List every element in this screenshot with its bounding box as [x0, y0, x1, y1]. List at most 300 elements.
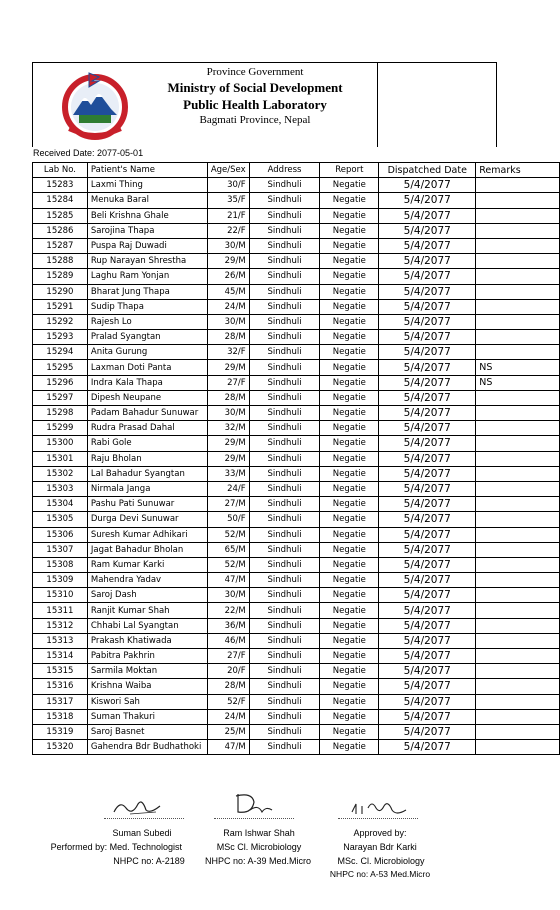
- cell-age-sex: 29/M: [207, 254, 249, 269]
- cell-dispatched-date: 5/4/2077: [379, 740, 476, 755]
- cell-patient-name: Prakash Khatiwada: [87, 633, 207, 648]
- cell-address: Sindhuli: [249, 436, 320, 451]
- cell-lab-no: 15318: [33, 709, 88, 724]
- signature-line-3: [338, 818, 418, 819]
- cell-remarks: [476, 208, 560, 223]
- cell-address: Sindhuli: [249, 314, 320, 329]
- cell-patient-name: Pralad Syangtan: [87, 330, 207, 345]
- cell-report: Negatie: [320, 269, 379, 284]
- cell-patient-name: Mahendra Yadav: [87, 573, 207, 588]
- cell-patient-name: Rudra Prasad Dahal: [87, 421, 207, 436]
- signer-2-reg: NHPC no: A-39 Med.Micro: [204, 856, 312, 866]
- cell-address: Sindhuli: [249, 406, 320, 421]
- cell-lab-no: 15314: [33, 649, 88, 664]
- cell-address: Sindhuli: [249, 345, 320, 360]
- cell-patient-name: Menuka Baral: [87, 193, 207, 208]
- cell-patient-name: Jagat Bahadur Bholan: [87, 542, 207, 557]
- cell-report: Negatie: [320, 238, 379, 253]
- cell-age-sex: 65/M: [207, 542, 249, 557]
- table-row: [33, 345, 560, 360]
- cell-report: Negatie: [320, 664, 379, 679]
- table-row: [33, 421, 560, 436]
- cell-patient-name: Bharat Jung Thapa: [87, 284, 207, 299]
- cell-lab-no: 15313: [33, 633, 88, 648]
- cell-patient-name: Pabitra Pakhrin: [87, 649, 207, 664]
- cell-dispatched-date: 5/4/2077: [379, 649, 476, 664]
- cell-dispatched-date: 5/4/2077: [379, 254, 476, 269]
- cell-report: Negatie: [320, 603, 379, 618]
- cell-dispatched-date: 5/4/2077: [379, 436, 476, 451]
- cell-remarks: [476, 254, 560, 269]
- cell-report: Negatie: [320, 254, 379, 269]
- signer-3-reg: NHPC no: A-53 Med.Micro: [329, 869, 431, 879]
- cell-lab-no: 15308: [33, 557, 88, 572]
- header-line-3: Public Health Laboratory: [183, 97, 327, 112]
- cell-dispatched-date: 5/4/2077: [379, 299, 476, 314]
- cell-address: Sindhuli: [249, 481, 320, 496]
- cell-dispatched-date: 5/4/2077: [379, 421, 476, 436]
- signature-line-2: [214, 818, 294, 819]
- cell-lab-no: 15317: [33, 694, 88, 709]
- cell-lab-no: 15306: [33, 527, 88, 542]
- cell-report: Negatie: [320, 223, 379, 238]
- cell-address: Sindhuli: [249, 451, 320, 466]
- signature-3-icon: [348, 798, 412, 818]
- cell-report: Negatie: [320, 421, 379, 436]
- cell-age-sex: 33/M: [207, 466, 249, 481]
- cell-dispatched-date: 5/4/2077: [379, 238, 476, 253]
- table-row: [33, 573, 560, 588]
- cell-age-sex: 27/M: [207, 497, 249, 512]
- cell-age-sex: 25/M: [207, 724, 249, 739]
- cell-report: Negatie: [320, 436, 379, 451]
- cell-lab-no: 15305: [33, 512, 88, 527]
- cell-dispatched-date: 5/4/2077: [379, 527, 476, 542]
- cell-patient-name: Suresh Kumar Adhikari: [87, 527, 207, 542]
- cell-age-sex: 26/M: [207, 269, 249, 284]
- cell-remarks: [476, 557, 560, 572]
- cell-patient-name: Dipesh Neupane: [87, 390, 207, 405]
- cell-report: Negatie: [320, 497, 379, 512]
- signer-1-name-wrap: Suman Subedi: [112, 828, 172, 838]
- cell-age-sex: 24/M: [207, 709, 249, 724]
- cell-lab-no: 15301: [33, 451, 88, 466]
- cell-report: Negatie: [320, 284, 379, 299]
- table-row: [33, 451, 560, 466]
- cell-patient-name: Pashu Pati Sunuwar: [87, 497, 207, 512]
- cell-lab-no: 15291: [33, 299, 88, 314]
- table-row: [33, 375, 560, 390]
- cell-lab-no: 15293: [33, 330, 88, 345]
- table-row: [33, 330, 560, 345]
- cell-age-sex: 52/F: [207, 694, 249, 709]
- cell-dispatched-date: 5/4/2077: [379, 330, 476, 345]
- table-row: [33, 709, 560, 724]
- cell-report: Negatie: [320, 451, 379, 466]
- cell-report: Negatie: [320, 694, 379, 709]
- cell-dispatched-date: 5/4/2077: [379, 360, 476, 375]
- cell-address: Sindhuli: [249, 375, 320, 390]
- table-row: [33, 603, 560, 618]
- cell-lab-no: 15283: [33, 178, 88, 193]
- cell-remarks: [476, 299, 560, 314]
- cell-lab-no: 15300: [33, 436, 88, 451]
- cell-address: Sindhuli: [249, 254, 320, 269]
- cell-patient-name: Raju Bholan: [87, 451, 207, 466]
- header-col-patient-name: Patient's Name: [87, 163, 207, 178]
- cell-lab-no: 15310: [33, 588, 88, 603]
- cell-address: Sindhuli: [249, 649, 320, 664]
- cell-dispatched-date: 5/4/2077: [379, 497, 476, 512]
- cell-lab-no: 15304: [33, 497, 88, 512]
- cell-report: Negatie: [320, 649, 379, 664]
- cell-age-sex: 24/M: [207, 299, 249, 314]
- cell-patient-name: Laxman Doti Panta: [87, 360, 207, 375]
- table-header-row: [33, 163, 560, 178]
- cell-dispatched-date: 5/4/2077: [379, 512, 476, 527]
- cell-address: Sindhuli: [249, 466, 320, 481]
- cell-report: Negatie: [320, 527, 379, 542]
- cell-lab-no: 15319: [33, 724, 88, 739]
- cell-lab-no: 15302: [33, 466, 88, 481]
- table-row: [33, 481, 560, 496]
- header-col-dispatched-date: Dispatched Date: [379, 163, 476, 178]
- cell-report: Negatie: [320, 406, 379, 421]
- cell-age-sex: 29/M: [207, 360, 249, 375]
- signer-2-name: Ram Ishwar Shah: [223, 828, 295, 838]
- cell-age-sex: 52/M: [207, 527, 249, 542]
- cell-lab-no: 15294: [33, 345, 88, 360]
- cell-age-sex: 20/F: [207, 664, 249, 679]
- cell-age-sex: 30/F: [207, 178, 249, 193]
- table-row: [33, 269, 560, 284]
- cell-dispatched-date: 5/4/2077: [379, 481, 476, 496]
- cell-patient-name: Anita Gurung: [87, 345, 207, 360]
- cell-dispatched-date: 5/4/2077: [379, 694, 476, 709]
- table-body: [33, 178, 560, 755]
- cell-report: Negatie: [320, 633, 379, 648]
- table-row: [33, 542, 560, 557]
- cell-address: Sindhuli: [249, 193, 320, 208]
- cell-address: Sindhuli: [249, 557, 320, 572]
- cell-lab-no: 15298: [33, 406, 88, 421]
- cell-report: Negatie: [320, 178, 379, 193]
- cell-dispatched-date: 5/4/2077: [379, 390, 476, 405]
- cell-lab-no: 15311: [33, 603, 88, 618]
- cell-report: Negatie: [320, 193, 379, 208]
- cell-age-sex: 46/M: [207, 633, 249, 648]
- report-header: [32, 62, 378, 147]
- cell-remarks: [476, 694, 560, 709]
- cell-report: Negatie: [320, 512, 379, 527]
- cell-remarks: [476, 390, 560, 405]
- cell-address: Sindhuli: [249, 390, 320, 405]
- cell-dispatched-date: 5/4/2077: [379, 406, 476, 421]
- cell-lab-no: 15289: [33, 269, 88, 284]
- cell-dispatched-date: 5/4/2077: [379, 709, 476, 724]
- cell-dispatched-date: 5/4/2077: [379, 664, 476, 679]
- cell-remarks: [476, 223, 560, 238]
- table-row: [33, 740, 560, 755]
- table-row: [33, 527, 560, 542]
- cell-remarks: [476, 466, 560, 481]
- cell-patient-name: Beli Krishna Ghale: [87, 208, 207, 223]
- cell-remarks: [476, 481, 560, 496]
- cell-lab-no: 15309: [33, 573, 88, 588]
- cell-patient-name: Laxmi Thing: [87, 178, 207, 193]
- table-row: [33, 360, 560, 375]
- cell-patient-name: Gahendra Bdr Budhathoki: [87, 740, 207, 755]
- cell-lab-no: 15312: [33, 618, 88, 633]
- cell-report: Negatie: [320, 375, 379, 390]
- header-col-age-sex: Age/Sex: [207, 163, 249, 178]
- cell-age-sex: 24/F: [207, 481, 249, 496]
- cell-patient-name: Rup Narayan Shrestha: [87, 254, 207, 269]
- cell-age-sex: 32/F: [207, 345, 249, 360]
- cell-patient-name: Indra Kala Thapa: [87, 375, 207, 390]
- cell-address: Sindhuli: [249, 740, 320, 755]
- cell-remarks: [476, 679, 560, 694]
- signer-2-role: MSc Cl. Microbiology: [216, 842, 302, 852]
- cell-dispatched-date: 5/4/2077: [379, 375, 476, 390]
- cell-remarks: [476, 573, 560, 588]
- cell-lab-no: 15292: [33, 314, 88, 329]
- table-row: [33, 208, 560, 223]
- cell-remarks: [476, 497, 560, 512]
- table-row: [33, 679, 560, 694]
- signer-1-reg: NHPC no: A-2189: [113, 856, 185, 866]
- cell-remarks: [476, 406, 560, 421]
- cell-report: Negatie: [320, 709, 379, 724]
- cell-dispatched-date: 5/4/2077: [379, 284, 476, 299]
- cell-lab-no: 15286: [33, 223, 88, 238]
- cell-lab-no: 15290: [33, 284, 88, 299]
- cell-address: Sindhuli: [249, 679, 320, 694]
- cell-remarks: NS: [476, 360, 560, 375]
- cell-report: Negatie: [320, 618, 379, 633]
- cell-address: Sindhuli: [249, 421, 320, 436]
- cell-dispatched-date: 5/4/2077: [379, 588, 476, 603]
- cell-age-sex: 35/F: [207, 193, 249, 208]
- cell-report: Negatie: [320, 481, 379, 496]
- cell-remarks: [476, 527, 560, 542]
- cell-address: Sindhuli: [249, 633, 320, 648]
- cell-report: Negatie: [320, 314, 379, 329]
- header-line-4: Bagmati Province, Nepal: [199, 114, 311, 126]
- cell-report: Negatie: [320, 390, 379, 405]
- header-line-1: Province Government: [206, 66, 304, 78]
- cell-remarks: [476, 618, 560, 633]
- table-row: [33, 193, 560, 208]
- cell-age-sex: 52/M: [207, 557, 249, 572]
- header-text: [143, 65, 367, 128]
- table-row: [33, 649, 560, 664]
- cell-patient-name: Chhabi Lal Syangtan: [87, 618, 207, 633]
- cell-report: Negatie: [320, 330, 379, 345]
- cell-age-sex: 29/M: [207, 436, 249, 451]
- cell-dispatched-date: 5/4/2077: [379, 314, 476, 329]
- cell-patient-name: Sarojina Thapa: [87, 223, 207, 238]
- cell-age-sex: 27/F: [207, 649, 249, 664]
- cell-report: Negatie: [320, 588, 379, 603]
- cell-patient-name: Saroj Basnet: [87, 724, 207, 739]
- table-row: [33, 390, 560, 405]
- cell-age-sex: 30/M: [207, 406, 249, 421]
- cell-remarks: [476, 330, 560, 345]
- cell-patient-name: Durga Devi Sunuwar: [87, 512, 207, 527]
- table-row: [33, 664, 560, 679]
- cell-patient-name: Ram Kumar Karki: [87, 557, 207, 572]
- cell-report: Negatie: [320, 557, 379, 572]
- cell-address: Sindhuli: [249, 724, 320, 739]
- cell-remarks: [476, 603, 560, 618]
- cell-address: Sindhuli: [249, 223, 320, 238]
- cell-age-sex: 30/M: [207, 314, 249, 329]
- cell-address: Sindhuli: [249, 618, 320, 633]
- cell-report: Negatie: [320, 542, 379, 557]
- cell-remarks: [476, 649, 560, 664]
- cell-age-sex: 36/M: [207, 618, 249, 633]
- cell-dispatched-date: 5/4/2077: [379, 603, 476, 618]
- cell-dispatched-date: 5/4/2077: [379, 269, 476, 284]
- table-row: [33, 497, 560, 512]
- cell-dispatched-date: 5/4/2077: [379, 573, 476, 588]
- cell-address: Sindhuli: [249, 330, 320, 345]
- cell-address: Sindhuli: [249, 284, 320, 299]
- header-border-extension: [376, 62, 497, 147]
- table-row: [33, 724, 560, 739]
- cell-remarks: [476, 724, 560, 739]
- cell-remarks: [476, 740, 560, 755]
- cell-report: Negatie: [320, 573, 379, 588]
- cell-remarks: NS: [476, 375, 560, 390]
- header-col-report: Report: [320, 163, 379, 178]
- table-row: [33, 178, 560, 193]
- nepal-emblem-icon: [59, 69, 131, 141]
- cell-remarks: [476, 512, 560, 527]
- cell-dispatched-date: 5/4/2077: [379, 223, 476, 238]
- cell-address: Sindhuli: [249, 512, 320, 527]
- cell-age-sex: 21/F: [207, 208, 249, 223]
- cell-address: Sindhuli: [249, 664, 320, 679]
- cell-remarks: [476, 284, 560, 299]
- header-line-2: Ministry of Social Development: [167, 80, 343, 95]
- results-table: [32, 162, 560, 755]
- cell-patient-name: Sarmila Moktan: [87, 664, 207, 679]
- cell-remarks: [476, 238, 560, 253]
- cell-age-sex: 45/M: [207, 284, 249, 299]
- cell-report: Negatie: [320, 740, 379, 755]
- signer-1-role: Performed by: Med. Technologist: [50, 842, 182, 852]
- table-row: [33, 588, 560, 603]
- cell-age-sex: 47/M: [207, 573, 249, 588]
- cell-age-sex: 28/M: [207, 390, 249, 405]
- cell-lab-no: 15296: [33, 375, 88, 390]
- cell-dispatched-date: 5/4/2077: [379, 679, 476, 694]
- cell-address: Sindhuli: [249, 542, 320, 557]
- cell-address: Sindhuli: [249, 527, 320, 542]
- cell-lab-no: 15285: [33, 208, 88, 223]
- cell-remarks: [476, 269, 560, 284]
- cell-age-sex: 50/F: [207, 512, 249, 527]
- table-row: [33, 694, 560, 709]
- cell-remarks: [476, 664, 560, 679]
- signer-3-role: MSc. Cl. Microbiology: [337, 856, 425, 866]
- signer-3-name: Narayan Bdr Karki: [343, 842, 417, 852]
- cell-dispatched-date: 5/4/2077: [379, 193, 476, 208]
- cell-address: Sindhuli: [249, 269, 320, 284]
- table-row: [33, 466, 560, 481]
- table-row: [33, 223, 560, 238]
- cell-patient-name: Puspa Raj Duwadi: [87, 238, 207, 253]
- cell-address: Sindhuli: [249, 603, 320, 618]
- cell-patient-name: Lal Bahadur Syangtan: [87, 466, 207, 481]
- cell-report: Negatie: [320, 360, 379, 375]
- cell-lab-no: 15315: [33, 664, 88, 679]
- cell-remarks: [476, 436, 560, 451]
- cell-lab-no: 15295: [33, 360, 88, 375]
- cell-remarks: [476, 542, 560, 557]
- cell-patient-name: Kiswori Sah: [87, 694, 207, 709]
- table-row: [33, 512, 560, 527]
- cell-address: Sindhuli: [249, 694, 320, 709]
- signature-1-icon: [110, 796, 170, 818]
- cell-dispatched-date: 5/4/2077: [379, 208, 476, 223]
- cell-address: Sindhuli: [249, 238, 320, 253]
- cell-patient-name: Ranjit Kumar Shah: [87, 603, 207, 618]
- cell-patient-name: Rabi Gole: [87, 436, 207, 451]
- cell-address: Sindhuli: [249, 208, 320, 223]
- cell-address: Sindhuli: [249, 360, 320, 375]
- cell-lab-no: 15297: [33, 390, 88, 405]
- signer-3-approved: Approved by:: [353, 828, 407, 838]
- cell-report: Negatie: [320, 724, 379, 739]
- cell-patient-name: Laghu Ram Yonjan: [87, 269, 207, 284]
- cell-age-sex: 47/M: [207, 740, 249, 755]
- table-row: [33, 238, 560, 253]
- cell-age-sex: 29/M: [207, 451, 249, 466]
- cell-report: Negatie: [320, 679, 379, 694]
- table-row: [33, 284, 560, 299]
- cell-age-sex: 28/M: [207, 679, 249, 694]
- cell-report: Negatie: [320, 299, 379, 314]
- cell-remarks: [476, 345, 560, 360]
- received-date: Received Date: 2077-05-01: [33, 148, 144, 158]
- cell-dispatched-date: 5/4/2077: [379, 451, 476, 466]
- table-row: [33, 633, 560, 648]
- cell-patient-name: Padam Bahadur Sunuwar: [87, 406, 207, 421]
- cell-report: Negatie: [320, 466, 379, 481]
- cell-address: Sindhuli: [249, 299, 320, 314]
- cell-dispatched-date: 5/4/2077: [379, 178, 476, 193]
- cell-remarks: [476, 709, 560, 724]
- table-row: [33, 436, 560, 451]
- cell-dispatched-date: 5/4/2077: [379, 542, 476, 557]
- cell-dispatched-date: 5/4/2077: [379, 466, 476, 481]
- signature-line-1: [104, 818, 184, 819]
- cell-patient-name: Sudip Thapa: [87, 299, 207, 314]
- cell-lab-no: 15284: [33, 193, 88, 208]
- cell-lab-no: 15287: [33, 238, 88, 253]
- cell-lab-no: 15320: [33, 740, 88, 755]
- cell-dispatched-date: 5/4/2077: [379, 345, 476, 360]
- cell-remarks: [476, 178, 560, 193]
- header-col-address: Address: [249, 163, 320, 178]
- cell-remarks: [476, 193, 560, 208]
- cell-remarks: [476, 314, 560, 329]
- cell-lab-no: 15299: [33, 421, 88, 436]
- cell-age-sex: 22/M: [207, 603, 249, 618]
